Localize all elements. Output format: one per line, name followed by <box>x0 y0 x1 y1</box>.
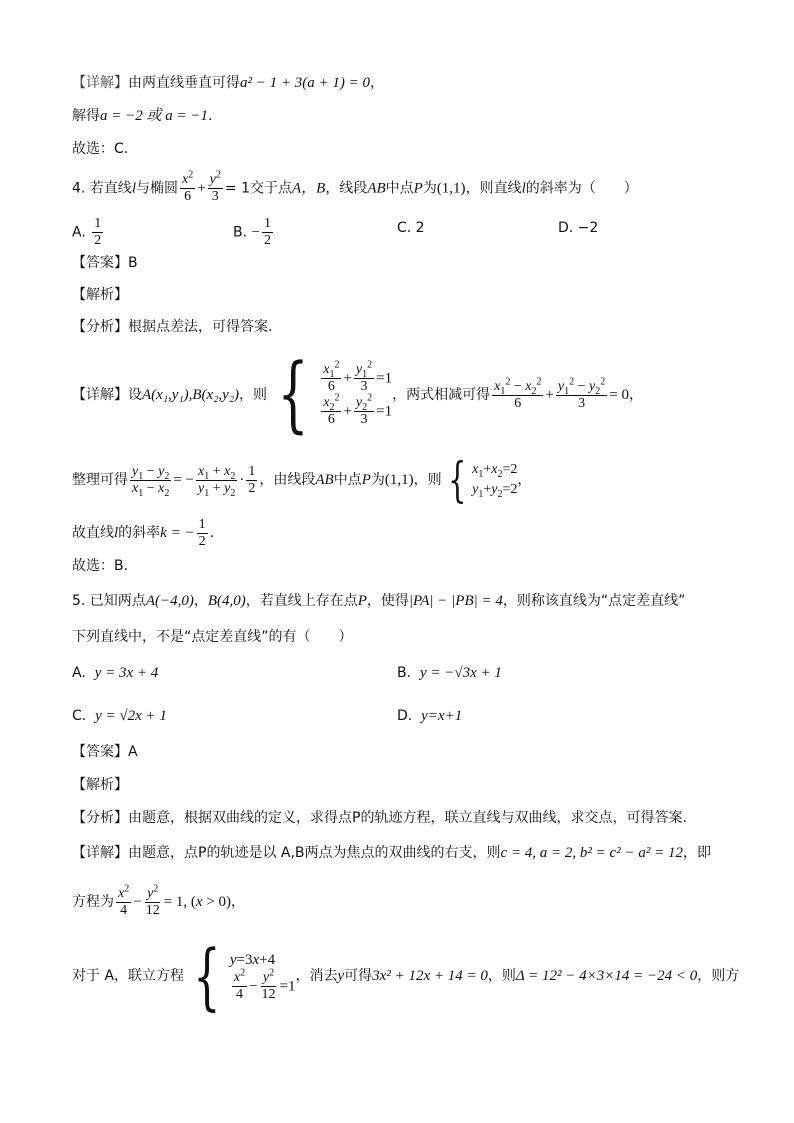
text: 由两直线垂直可得 <box>128 75 240 91</box>
q5-answer: 【答案】A <box>72 744 138 760</box>
point: P <box>357 593 367 609</box>
point: P <box>413 180 423 197</box>
point: A(−4,0) <box>145 593 194 609</box>
q5-option-a <box>72 663 158 683</box>
var: l <box>131 180 136 197</box>
text: ，消去 <box>295 968 338 984</box>
text: ，线段 <box>325 180 368 197</box>
text: ，两式相减可得 <box>392 387 491 403</box>
equation: y = −√3x + 1 <box>419 665 502 681</box>
equation: c = 4, a = 2, b² = c² − a² = 12 <box>500 845 683 861</box>
fraction: $\frac{y_1^2 - y_2^2}{3}$ <box>557 375 606 411</box>
segment: AB <box>315 472 334 488</box>
text: ，则直线 <box>465 180 522 197</box>
var: l <box>521 180 526 197</box>
point: P <box>361 472 371 488</box>
text: . <box>209 525 215 541</box>
equation: a² − 1 + 3(a + 1) = 0 <box>240 75 370 91</box>
q4-detail: 【详解】设 A(x₁,y₁),B(x₂,y₂) ，则 { $\frac{x_1^2}{6}$ + $\frac{y_1^2}{3}$ =1 $\frac{x_2^2}{6}$ + $\frac{y_2^2}{3}$ =1 ，两式相减可得 $\frac{x_1^2 - x_2^2}{6}$ + $\frac{y_1^2 - y_2^2}{3}$ = 0 ， <box>72 347 643 442</box>
text: 整理可得 <box>72 472 128 488</box>
equation: y = √2x + 1 <box>95 708 167 724</box>
q4-analysis: 【分析】根据点差法，可得答案. <box>72 319 273 335</box>
q4-choice: 故选：B. <box>72 558 129 574</box>
text: 中点 <box>385 180 414 197</box>
equation-system: { $\frac{x_1^2}{6}$ + $\frac{y_1^2}{3}$ =1 $\frac{x_2^2}{6}$ + $\frac{y_2^2}{3}$ =1 <box>277 347 393 442</box>
text: ，使得 <box>366 593 409 609</box>
q4-analysis-header: 【解析】 <box>72 287 128 303</box>
fraction: $\frac{x_1^2 - x_2^2}{6}$ <box>494 375 542 411</box>
fraction: $\frac{1}{2}$ <box>94 216 102 248</box>
label: C. <box>72 708 87 724</box>
text: 方程为 <box>72 894 114 910</box>
text: 【详解】设 <box>72 387 142 403</box>
q5-equation: 方程为 $\frac{x^2}{4}$ − $\frac{y^2}{12}$ = 1, (x > 0)， <box>72 882 246 918</box>
text: ， <box>517 472 532 488</box>
text: 为 <box>422 180 437 197</box>
label: D. <box>397 708 413 724</box>
point: B(4,0) <box>207 593 246 609</box>
text: 故直线 <box>72 525 114 541</box>
text: 的斜率为（ ） <box>525 180 638 197</box>
label: B. <box>233 224 248 241</box>
equation: 3x² + 12x + 14 = 0 <box>372 968 488 984</box>
text: ，则方 <box>697 968 740 984</box>
q5-analysis-header: 【解析】 <box>72 777 128 793</box>
equation-system: { y=3x+4 $\frac{x^2}{4}$ − $\frac{y^2}{12}$ =1 <box>193 934 296 1018</box>
text: ，则 <box>413 472 442 488</box>
text: 中点 <box>333 472 362 488</box>
text: ，若直线上存在点 <box>245 593 358 609</box>
equation: |PA| − |PB| = 4 <box>408 593 503 609</box>
text: ，由线段 <box>259 472 316 488</box>
points: A(x₁,y₁),B(x₂,y₂) <box>142 387 240 403</box>
points: A，B <box>291 180 326 197</box>
explanation-line-2 <box>72 106 212 126</box>
text: ，即 <box>682 845 711 861</box>
text: 可得 <box>344 968 373 984</box>
fraction: $\frac{1}{2}$ <box>263 216 271 248</box>
q5-option-c <box>72 706 167 726</box>
equation: k = − <box>160 525 195 541</box>
q4-option-a <box>72 216 105 249</box>
text: . <box>208 108 213 124</box>
text: = 1交于点 <box>224 180 292 197</box>
text: ，则 <box>487 968 516 984</box>
fraction: $\frac{y^2}{3}$ <box>209 169 221 204</box>
text: 为 <box>370 472 385 488</box>
equation: y = 3x + 4 <box>94 665 159 681</box>
text: 对于 A，联立方程 <box>72 968 185 984</box>
q5-detail <box>72 843 711 863</box>
q4-answer: 【答案】B <box>72 255 138 271</box>
fraction: $\frac{x^2}{6}$ <box>181 169 194 204</box>
q5-analysis: 【分析】由题意，根据双曲线的定义，求得点P的轨迹方程，联立直线与双曲线，求交点，可得答案. <box>72 810 687 826</box>
q4-option-d: D. −2 <box>558 220 599 236</box>
q4-option-b: B. − $\frac{1}{2}$ <box>233 216 271 248</box>
q4-option-c: C. 2 <box>397 220 425 236</box>
q4-simplify: 整理可得 $\frac{y_1 - y_2}{x_1 - x_2}$ = − $\frac{x_1 + x_2}{y_1 + y_2}$ · $\frac{1}{2}$ ，由线段 AB 中点 P 为 (1,1) ，则 { $x_1+x_2=2$ $y_1+y_2=2$ ， <box>72 452 532 508</box>
answer-choice-line: 故选：C. <box>72 141 129 157</box>
text: ， <box>193 593 208 609</box>
equation-system: { $x_1+x_2=2$ $y_1+y_2=2$ <box>447 452 518 508</box>
equation: Δ = 12² − 4×3×14 = −24 < 0 <box>515 968 698 984</box>
coord: (1,1) <box>436 180 466 197</box>
q4-slope: 故直线l的斜率k = − $\frac{1}{2}$ . <box>72 516 215 549</box>
text: ， <box>231 894 246 910</box>
var: y <box>337 968 345 984</box>
var: l <box>114 525 119 541</box>
label: A. <box>72 665 86 681</box>
label: A. <box>72 224 86 241</box>
detail-tag: 【详解】 <box>72 75 128 91</box>
text: 的斜率 <box>118 525 161 541</box>
explanation-line-1 <box>72 73 384 93</box>
q5-option-a-check <box>72 934 740 1018</box>
label: B. <box>397 665 412 681</box>
question-4-stem: 4. 若直线l与椭圆 $\frac{x^2}{6}$ + $\frac{y^2}{3}$ = 1交于点A，B，线段AB中点P为(1,1)，则直线l的斜率为（ ） <box>72 169 638 204</box>
question-5-stem <box>72 591 685 611</box>
text: 5. 已知两点 <box>72 593 146 609</box>
text: 【详解】由题意，点P的轨迹是以 A,B两点为焦点的双曲线的右支，则 <box>72 845 501 861</box>
q5-option-d <box>397 706 462 726</box>
coord: (1,1) <box>384 472 414 488</box>
equation: y=x+1 <box>421 708 463 724</box>
text: 与椭圆 <box>135 180 178 197</box>
text: ，则 <box>239 387 268 403</box>
q5-option-b <box>397 663 502 683</box>
segment: AB <box>367 180 386 197</box>
text: ， <box>369 75 384 91</box>
question-5-stem-line-2: 下列直线中，不是“点定差直线”的有（ ） <box>72 629 353 645</box>
text: ，则称该直线为“点定差直线” <box>502 593 686 609</box>
text: 4. 若直线 <box>72 180 132 197</box>
equation: a = −2 或 a = −1 <box>100 108 208 124</box>
text: 解得 <box>72 108 100 124</box>
